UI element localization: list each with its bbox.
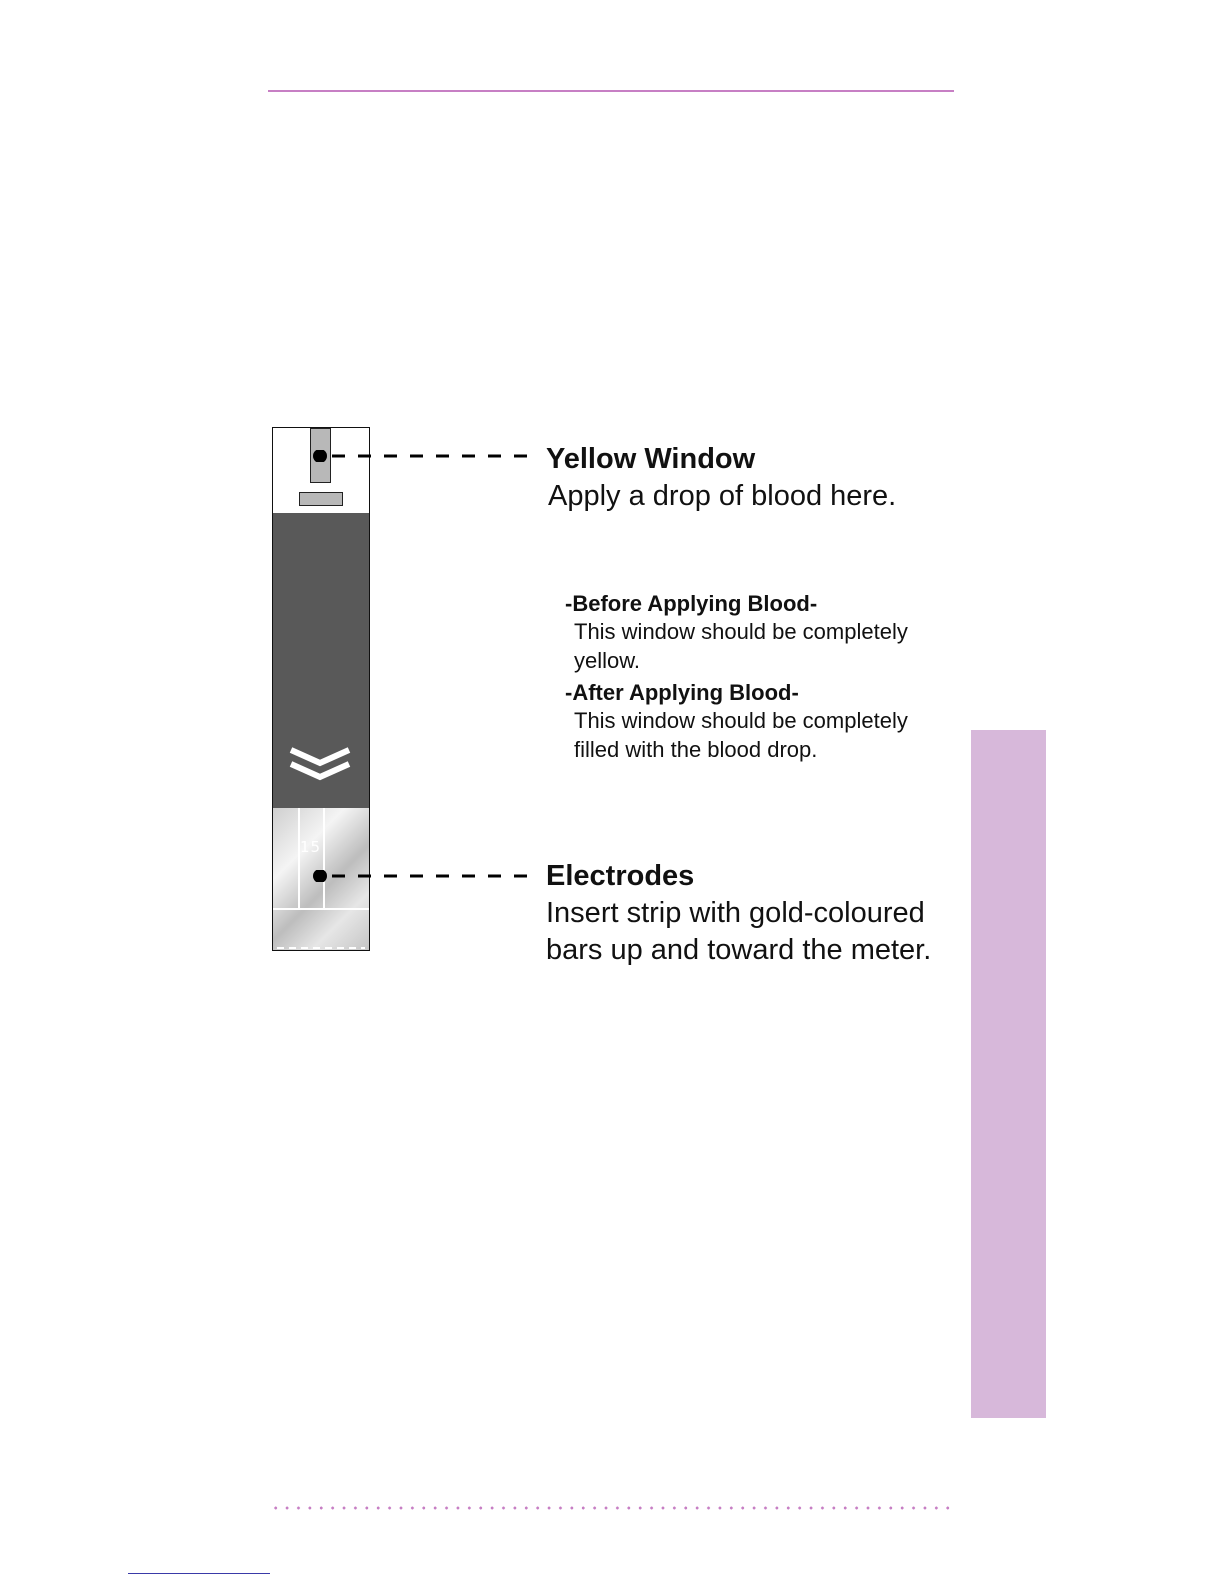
before-applying-line: This window should be completely (574, 619, 908, 644)
electrodes-description-line: bars up and toward the meter. (546, 934, 932, 966)
electrode-bar (298, 808, 300, 908)
before-applying-line: yellow. (574, 648, 641, 673)
after-applying-line: This window should be completely (574, 708, 908, 733)
header-rule (268, 90, 954, 92)
electrodes-title: Electrodes (546, 860, 695, 892)
before-applying-title: -Before Applying Blood- (565, 591, 818, 616)
strip-top (273, 428, 369, 513)
after-applying-title: -After Applying Blood- (565, 680, 799, 705)
footer-line (128, 1573, 270, 1574)
electrodes-description-line: Insert strip with gold-coloured (546, 897, 925, 929)
yellow-window-leader (312, 450, 532, 462)
section-side-tab (971, 730, 1046, 1418)
electrode-divider (273, 908, 369, 910)
yellow-window-title: Yellow Window (546, 443, 756, 475)
sample-slot (299, 492, 343, 506)
electrodes-leader (312, 870, 532, 882)
strip-number: 15 (300, 838, 322, 856)
yellow-window-description: Apply a drop of blood here. (548, 480, 897, 512)
after-applying-line: filled with the blood drop. (574, 737, 818, 762)
electrode-bar (323, 808, 325, 908)
contact-ticks (277, 947, 365, 949)
chevron-down-icon (287, 746, 353, 782)
footer-dotted-rule (270, 1506, 956, 1510)
